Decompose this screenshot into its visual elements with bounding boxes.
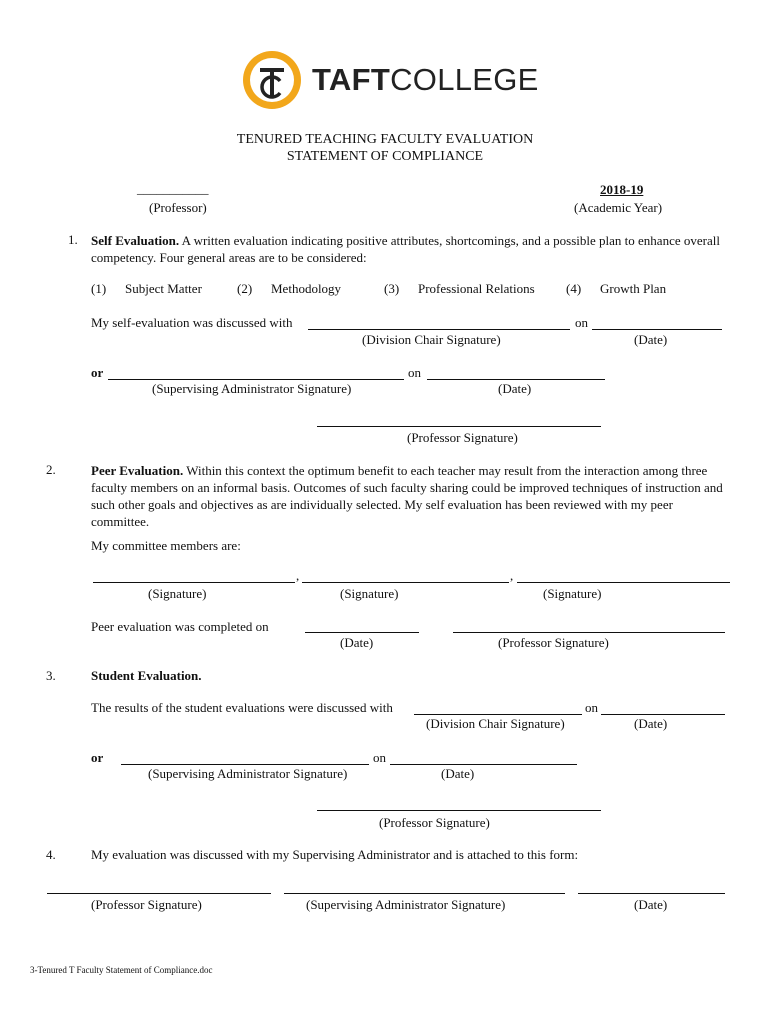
student-eval-results-text: The results of the student evaluations were discussed with — [91, 700, 393, 715]
section-3-or: or — [91, 750, 104, 765]
section-3-date-line[interactable] — [601, 714, 725, 715]
section-3-division-chair-line[interactable] — [414, 714, 582, 715]
section-4-date-line[interactable] — [578, 893, 725, 894]
section-1-number: 1. — [68, 232, 78, 247]
section-3-on: on — [585, 700, 598, 715]
section-2-number: 2. — [46, 462, 56, 477]
section-3-professor-signature-label: (Professor Signature) — [379, 815, 490, 830]
area-1-num: (1) — [91, 281, 107, 296]
section-4-supervising-signature-line[interactable] — [284, 893, 565, 894]
professor-label: (Professor) — [149, 200, 207, 215]
section-2-professor-signature-label: (Professor Signature) — [498, 635, 609, 650]
section-3-division-chair-label: (Division Chair Signature) — [426, 716, 565, 731]
peer-date-label: (Date) — [340, 635, 374, 650]
signature-label-2: (Signature) — [340, 586, 399, 601]
area-1-label: Subject Matter — [125, 281, 202, 296]
self-eval-date-label: (Date) — [634, 332, 668, 347]
section-3-date-label: (Date) — [634, 716, 668, 731]
taft-seal-icon — [240, 48, 304, 112]
committee-members-text: My committee members are: — [91, 538, 241, 553]
section-2-heading: Peer Evaluation. — [91, 463, 184, 478]
self-eval-discussed-text: My self-evaluation was discussed with — [91, 315, 293, 330]
area-4-num: (4) — [566, 281, 582, 296]
self-eval-or-date-line[interactable] — [427, 379, 605, 380]
section-3-heading: Student Evaluation. — [91, 668, 202, 683]
signature-label-1: (Signature) — [148, 586, 207, 601]
section-1-paragraph — [91, 232, 731, 266]
title-line-1: TENURED TEACHING FACULTY EVALUATION — [236, 132, 534, 147]
section-3-supervising-line[interactable] — [121, 764, 369, 765]
area-3-label: Professional Relations — [418, 281, 535, 296]
peer-date-line[interactable] — [305, 632, 419, 633]
area-2-label: Methodology — [271, 281, 342, 296]
section-4-professor-signature-line[interactable] — [47, 893, 271, 894]
logo-text-regular: COLLEGE — [390, 62, 539, 97]
section-2-text: Within this context the optimum benefit to each teacher may result from the interaction among three faculty members on an informal basis. Outcomes of such faculty sharing could be improved techniques of instruction and such other goals and objectives as are individually selected. My self evaluation has been reviewed with my peer committee. — [91, 463, 723, 529]
section-1-text: A written evaluation indicating positive attributes, shortcomings, and a possible plan to enhance overall competency. Four general areas are to be considered: — [91, 233, 720, 265]
section-3-or-on: on — [373, 750, 386, 765]
division-chair-signature-line[interactable] — [308, 329, 570, 330]
division-chair-label: (Division Chair Signature) — [362, 332, 501, 347]
self-eval-on: on — [575, 315, 588, 330]
taft-college-logo — [240, 48, 540, 112]
committee-signature-line-1[interactable] — [93, 582, 295, 583]
section-3-or-date-label: (Date) — [441, 766, 475, 781]
self-eval-or-on: on — [408, 365, 421, 380]
section-4-number: 4. — [46, 847, 56, 862]
section-4-date-label: (Date) — [634, 897, 668, 912]
section-4-professor-signature-label: (Professor Signature) — [91, 897, 202, 912]
committee-signature-line-2[interactable] — [302, 582, 509, 583]
section-4-text: My evaluation was discussed with my Supervising Administrator and is attached to this form: — [91, 847, 579, 862]
section-3-number: 3. — [46, 668, 56, 683]
comma-2: , — [510, 568, 514, 583]
signature-label-3: (Signature) — [543, 586, 602, 601]
section-1-heading: Self Evaluation. — [91, 233, 180, 248]
peer-completed-text: Peer evaluation was completed on — [91, 619, 269, 634]
area-2-num: (2) — [237, 281, 253, 296]
section-3-supervising-label: (Supervising Administrator Signature) — [148, 766, 348, 781]
logo-text-bold: TAFT — [312, 62, 391, 97]
section-1-professor-signature-label: (Professor Signature) — [407, 430, 518, 445]
section-2-paragraph — [91, 462, 731, 530]
self-eval-or-date-label: (Date) — [498, 381, 532, 396]
comma-1: , — [296, 568, 300, 583]
title-line-2: STATEMENT OF COMPLIANCE — [286, 149, 484, 164]
section-2-professor-signature-line[interactable] — [453, 632, 725, 633]
section-3-professor-signature-line[interactable] — [317, 810, 601, 811]
academic-year-label: (Academic Year) — [574, 200, 663, 215]
footer-filename: 3-Tenured T Faculty Statement of Compliance.doc — [30, 965, 213, 975]
supervising-admin-signature-line[interactable] — [108, 379, 404, 380]
committee-signature-line-3[interactable] — [517, 582, 730, 583]
academic-year-value[interactable]: 2018-19 — [600, 182, 644, 197]
area-4-label: Growth Plan — [600, 281, 667, 296]
professor-name-field[interactable]: ___________ — [137, 181, 209, 196]
area-3-num: (3) — [384, 281, 400, 296]
section-3-or-date-line[interactable] — [390, 764, 577, 765]
self-eval-date-line[interactable] — [592, 329, 722, 330]
supervising-admin-label: (Supervising Administrator Signature) — [152, 381, 352, 396]
self-eval-or: or — [91, 365, 104, 380]
section-4-supervising-label: (Supervising Administrator Signature) — [306, 897, 506, 912]
section-1-professor-signature-line[interactable] — [317, 426, 601, 427]
